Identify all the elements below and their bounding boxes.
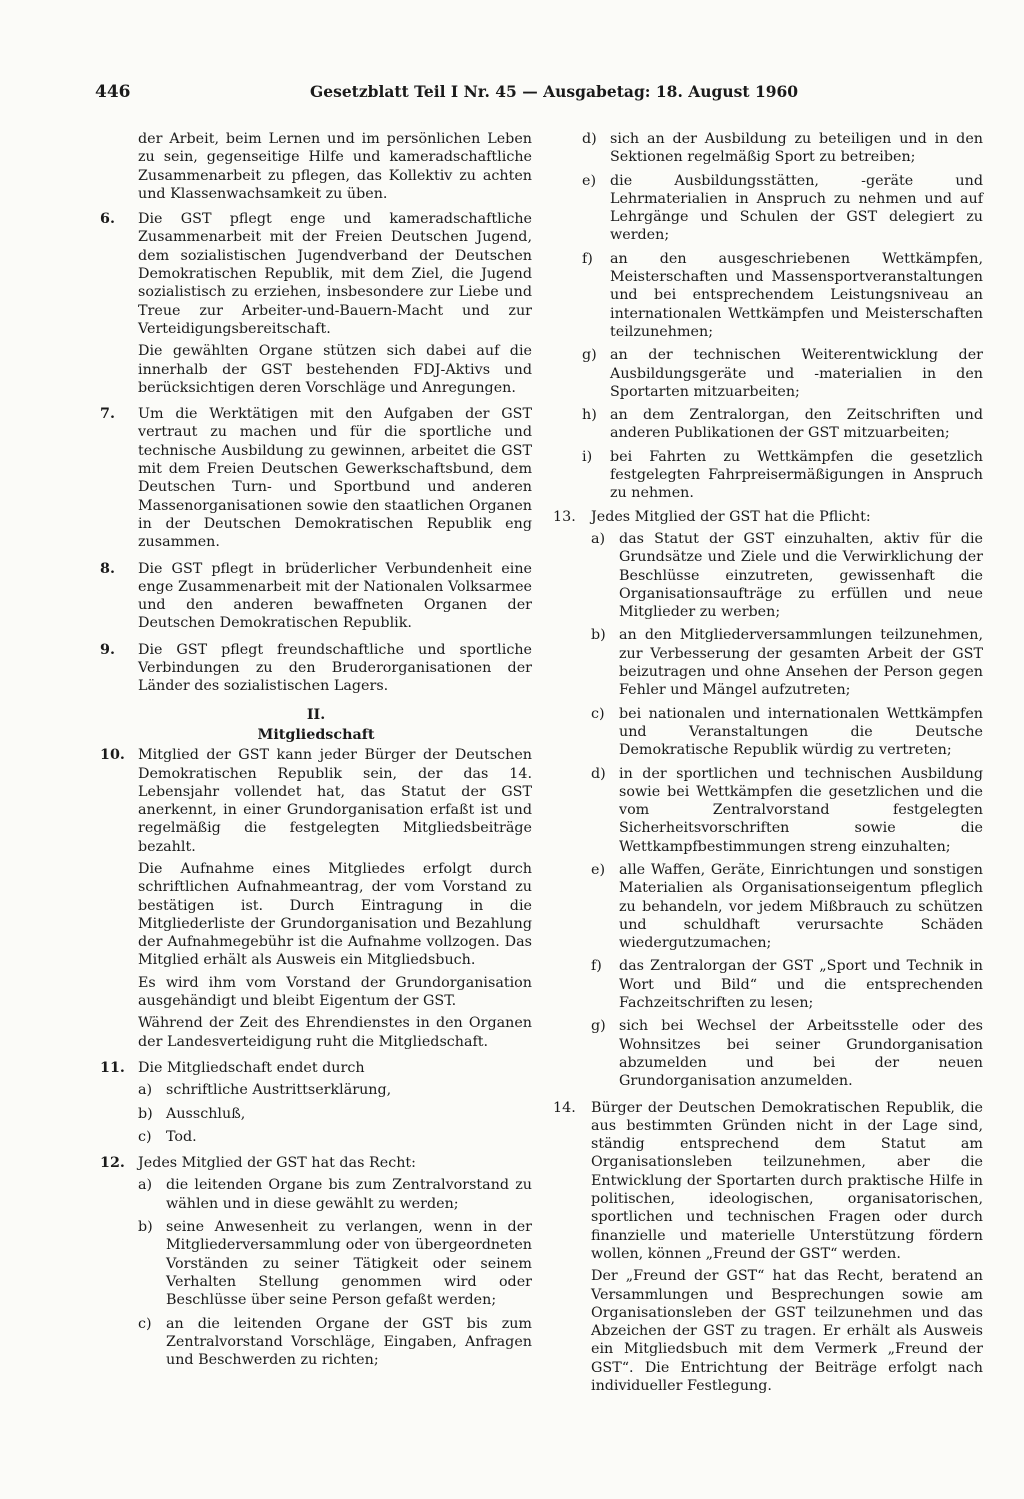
list-item bbox=[591, 765, 983, 856]
paragraph: Bürger der Deutschen Demokratischen Republik, die aus bestimmten Gründen nicht in der Lage sind, ständig entsprechend dem Statut am Organisationsleben teilzunehmen, aber die Entwicklung der Sportarten durch praktische Hilfe in politischen, ideologischen, organisatorischen, sportlichen und technischen Fragen oder durch finanzielle und materielle Unterstützung fördern wollen, können „Freund der GST“ werden. bbox=[591, 1099, 983, 1262]
item-text: das Zentralorgan der GST „Sport und Technik in Wort und Bild“ und die entsprechenden Fachzeitschriften zu lesen; bbox=[619, 958, 983, 1012]
list-item bbox=[138, 1081, 532, 1099]
item-text: alle Waffen, Geräte, Einrichtungen und sonstigen Materialien als Organisationseigentum pfleglich zu behandeln, vor jedem Mißbrauch zu schützen und schuldhaft verursachte Schäden wiedergutzumachen; bbox=[619, 861, 983, 952]
article-14 bbox=[553, 1099, 983, 1396]
article-8 bbox=[100, 560, 532, 633]
item-text: an die leitenden Organe der GST bis zum Zentralvorstand Vorschläge, Eingaben, Anfragen und Beschwerden zu richten; bbox=[166, 1315, 532, 1369]
item-text: bei nationalen und internationalen Wettkämpfen und Veranstaltungen die Deutsche Demokratische Republik würdig zu vertreten; bbox=[619, 705, 983, 759]
paragraph: Um die Werktätigen mit den Aufgaben der GST vertraut zu machen und für die sportliche und technische Ausbildung zu gewinnen, arbeitet die GST mit dem Freien Deutschen Gewerkschaftsbund, dem Deutschen Turn- und Sportbund und anderen Massenorganisationen sowie den staatlichen Organen in der Deutschen Demokratischen Republik eng zusammen. bbox=[138, 406, 532, 551]
paragraph: Jedes Mitglied der GST hat die Pflicht: bbox=[591, 508, 871, 525]
continuation-paragraph: der Arbeit, beim Lernen und im persönlichen Leben zu sein, gegenseitige Hilfe und kameradschaftliche Zusammenarbeit zu pflegen, das Kollektiv zu achten und Klassenwachsamkeit zu üben. bbox=[138, 131, 532, 202]
list-item bbox=[591, 1017, 983, 1090]
list-item bbox=[591, 705, 983, 760]
item-letter: d) bbox=[591, 765, 606, 782]
article-12 bbox=[100, 1154, 532, 1369]
item-letter: b) bbox=[591, 627, 606, 644]
item-letter: g) bbox=[591, 1018, 606, 1035]
item-text: seine Anwesenheit zu verlangen, wenn in der Mitgliederversammlung oder von übergeordneten Vorständen zu seiner Tätigkeit oder seinem Verhalten Stellung genommen wird oder Beschlüsse über seine Person gefaßt werden; bbox=[166, 1219, 532, 1309]
article-10 bbox=[100, 746, 532, 1051]
item-letter: b) bbox=[138, 1219, 153, 1236]
list-item bbox=[591, 957, 983, 1012]
article-13 bbox=[553, 508, 983, 1091]
list-item bbox=[138, 1128, 532, 1146]
article-6 bbox=[100, 210, 532, 397]
page-header bbox=[95, 82, 799, 108]
item-text: die Ausbildungsstätten, -geräte und Lehrmaterialien in Anspruch zu nehmen und auf Lehrgänge und Schulen der GST delegiert zu werden; bbox=[610, 172, 983, 244]
article-number: 14. bbox=[553, 1099, 576, 1116]
item-text: sich an der Ausbildung zu beteiligen und in den Sektionen regelmäßig Sport zu betreiben; bbox=[610, 131, 983, 166]
item-text: Ausschluß, bbox=[166, 1105, 246, 1122]
article-number: 9. bbox=[100, 641, 115, 658]
item-text: bei Fahrten zu Wettkämpfen die gesetzlich festgelegten Fahrpreisermäßigungen in Anspruch zu nehmen. bbox=[610, 448, 983, 502]
article-number: 10. bbox=[100, 747, 125, 764]
list-item bbox=[582, 172, 983, 245]
item-letter: a) bbox=[591, 530, 606, 547]
item-text: an der technischen Weiterentwicklung der Ausbildungsgeräte und -materialien in den Sportarten mitzuarbeiten; bbox=[610, 347, 983, 400]
paragraph: Die Mitgliedschaft endet durch bbox=[138, 1059, 365, 1076]
sub-list bbox=[591, 530, 983, 1091]
item-letter: a) bbox=[138, 1082, 153, 1099]
list-item bbox=[138, 1315, 532, 1370]
item-letter: h) bbox=[582, 407, 597, 424]
item-letter: e) bbox=[582, 172, 597, 189]
item-letter: g) bbox=[582, 347, 597, 364]
sub-list bbox=[138, 1081, 532, 1146]
sub-list bbox=[138, 1176, 532, 1369]
item-text: an den ausgeschriebenen Wettkämpfen, Meisterschaften und Massensportveranstaltungen und bei entsprechendem Leistungsniveau an internationalen Wettkämpfen und Meisterschaften teilzunehmen; bbox=[610, 250, 983, 340]
list-item bbox=[582, 250, 983, 341]
item-letter: c) bbox=[138, 1128, 152, 1145]
paragraph: Die gewählten Organe stützen sich dabei auf die innerhalb der GST bestehenden FDJ-Aktivs und berücksichtigen deren Vorschläge und Anregungen. bbox=[138, 343, 532, 396]
item-letter: f) bbox=[591, 958, 602, 975]
item-text: an dem Zentralorgan, den Zeitschriften und anderen Publikationen der GST mitzuarbeiten; bbox=[610, 407, 983, 442]
article-number: 11. bbox=[100, 1059, 125, 1076]
item-letter: e) bbox=[591, 861, 606, 878]
item-text: Tod. bbox=[166, 1128, 197, 1145]
list-item bbox=[582, 346, 983, 401]
section-title: Mitgliedschaft bbox=[257, 726, 375, 743]
section-number: II. bbox=[306, 706, 326, 723]
left-column bbox=[100, 130, 532, 1377]
item-text: die leitenden Organe bis zum Zentralvorstand zu wählen und in diese gewählt zu werden; bbox=[166, 1177, 532, 1212]
paragraph: Der „Freund der GST“ hat das Recht, beratend an Versammlungen und Besprechungen sowie am Organisationsleben der GST teilzunehmen und das Abzeichen der GST zu tragen. Er erhält als Ausweis ein Mitgliedsbuch mit dem Vermerk „Freund der GST“. Die Entrichtung der Beiträge erfolgt nach individueller Festlegung. bbox=[591, 1268, 983, 1394]
page-number: 446 bbox=[95, 82, 131, 102]
article-11 bbox=[100, 1059, 532, 1146]
paragraph: Während der Zeit des Ehrendienstes in den Organen der Landesverteidigung ruht die Mitgliedschaft. bbox=[138, 1015, 532, 1050]
item-text: das Statut der GST einzuhalten, aktiv für die Grundsätze und Ziele und die Verwirklichung der Beschlüsse einzutreten, gewissenhaft die Organisationsaufträge zu erfüllen und neue Mitglieder zu werben; bbox=[619, 530, 983, 621]
item-text: in der sportlichen und technischen Ausbildung sowie bei Wettkämpfen die gesetzlichen und die vom Zentralvorstand festgelegten Sicherheitsvorschriften sowie die Wettkampfbestimmungen streng einzuhalten; bbox=[619, 765, 983, 855]
item-text: an den Mitgliederversammlungen teilzunehmen, zur Verbesserung der gesamten Arbeit der GST beizutragen und ohne Ansehen der Person gegen Fehler und Mängel aufzutreten; bbox=[619, 627, 983, 699]
header-title: Gesetzblatt Teil I Nr. 45 — Ausgabetag: 18. August 1960 bbox=[310, 82, 799, 101]
item-letter: c) bbox=[138, 1315, 152, 1332]
list-item bbox=[591, 861, 983, 952]
list-item bbox=[138, 1176, 532, 1213]
list-item bbox=[582, 448, 983, 503]
list-item bbox=[591, 626, 983, 699]
item-letter: b) bbox=[138, 1105, 153, 1122]
article-number: 13. bbox=[553, 508, 576, 525]
article-9 bbox=[100, 641, 532, 696]
list-item bbox=[591, 530, 983, 621]
item-text: sich bei Wechsel der Arbeitsstelle oder des Wohnsitzes bei seiner Grundorganisation abzumelden und bei der neuen Grundorganisation anzumelden. bbox=[619, 1018, 983, 1090]
paragraph: Es wird ihm vom Vorstand der Grundorganisation ausgehändigt und bleibt Eigentum der GST. bbox=[138, 974, 532, 1010]
paragraph: Die GST pflegt in brüderlicher Verbundenheit eine enge Zusammenarbeit mit der Nationalen Volksarmee und den anderen bewaffneten Organen der Deutschen Demokratischen Republik. bbox=[138, 560, 532, 632]
paragraph: Mitglied der GST kann jeder Bürger der Deutschen Demokratischen Republik sein, der das 14. Lebensjahr vollendet hat, das Statut der GST anerkennt, in einer Grundorganisation erfaßt ist und regelmäßig die festgelegten Mitgliedsbeiträge bezahlt. bbox=[138, 747, 532, 855]
item-letter: d) bbox=[582, 131, 597, 147]
paragraph: Jedes Mitglied der GST hat das Recht: bbox=[138, 1155, 416, 1172]
right-column bbox=[553, 130, 983, 1403]
article-number: 7. bbox=[100, 406, 115, 423]
article-number: 12. bbox=[100, 1155, 125, 1172]
item-letter: i) bbox=[582, 448, 593, 465]
article-number: 8. bbox=[100, 560, 115, 577]
item-letter: c) bbox=[591, 705, 605, 722]
list-item bbox=[582, 130, 983, 167]
rights-continued-list bbox=[553, 130, 983, 503]
list-item bbox=[138, 1105, 532, 1123]
item-text: schriftliche Austrittserklärung, bbox=[166, 1082, 392, 1099]
article-7 bbox=[100, 405, 532, 551]
article-number: 6. bbox=[100, 211, 115, 228]
item-letter: f) bbox=[582, 250, 593, 267]
paragraph: Die GST pflegt freundschaftliche und sportliche Verbindungen zu den Bruderorganisationen der Länder des sozialistischen Lagers. bbox=[138, 641, 532, 695]
paragraph: Die GST pflegt enge und kameradschaftliche Zusammenarbeit mit der Freien Deutschen Jugend, dem sozialistischen Jugendverband der Deutschen Demokratischen Republik, mit dem Ziel, die Jugend sozialistisch zu erziehen, insbesondere zur Liebe und Treue zur Arbeiter-und-Bauern-Macht und zur Verteidigungsbereitschaft. bbox=[138, 211, 532, 337]
list-item bbox=[138, 1218, 532, 1309]
item-letter: a) bbox=[138, 1177, 153, 1194]
list-item bbox=[582, 406, 983, 443]
paragraph: Die Aufnahme eines Mitgliedes erfolgt durch schriftlichen Aufnahmeantrag, der vom Vorstand zu bestätigen ist. Durch Eintragung in die Mitgliederliste der Grundorganisation und Bezahlung der Aufnahmegebühr ist die Aufnahme vollzogen. Das Mitglied erhält als Ausweis ein Mitgliedsbuch. bbox=[138, 860, 532, 969]
